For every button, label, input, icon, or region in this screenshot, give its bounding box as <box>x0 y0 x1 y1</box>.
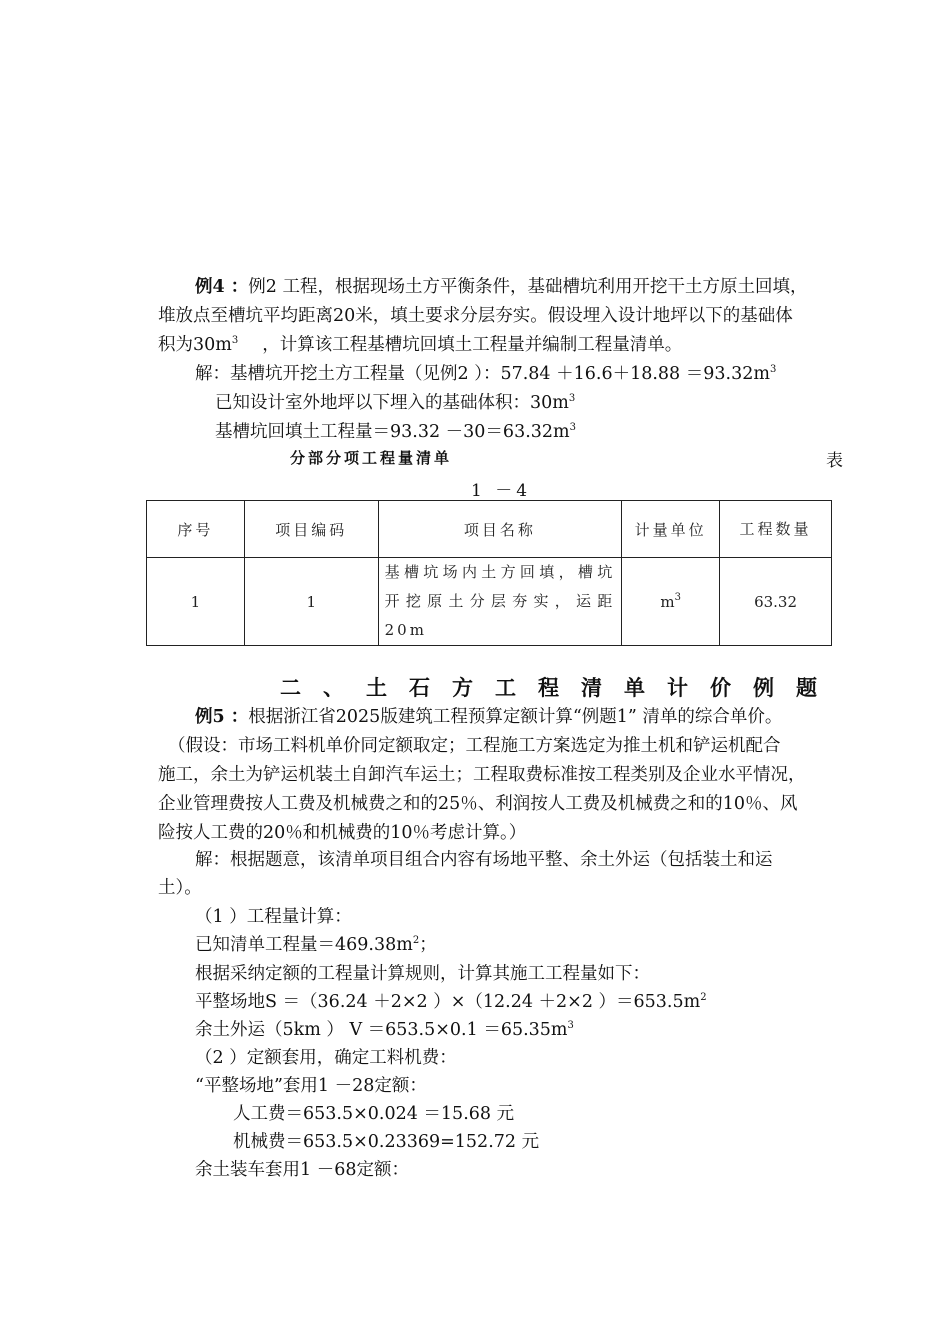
ex5-line-14: “平整场地”套用1 －28定额： <box>195 1076 427 1096</box>
ex5-text-9b: ； <box>419 935 437 955</box>
table-number: 1 －4 <box>471 481 532 501</box>
ex5-line-3: 施工，余土为铲运机装土自卸汽车运土；工程取费标准按工程类别及企业水平情况， <box>158 765 806 785</box>
ex5-line-4: 企业管理费按人工费及机械费之和的25％、利润按人工费及机械费之和的10％、风 <box>158 794 798 814</box>
ex4-text-3b: ，计算该工程基槽坑回填土工程量并编制工程量清单。 <box>262 335 683 355</box>
cell-code: 1 <box>244 558 378 646</box>
table-title: 分部分项工程量清单 <box>290 449 453 467</box>
ex5-line-1 <box>195 705 782 730</box>
header-seq: 序号 <box>147 501 245 558</box>
ex5-line-11 <box>195 990 707 1015</box>
ex4-sol1-text: 解：基槽坑开挖土方工程量（见例2 ）：57.84 ＋16.6＋18.88 ＝93.32m <box>195 364 770 384</box>
ex4-sup-3: 3 <box>231 335 239 346</box>
cell-unit <box>622 558 720 646</box>
ex5-sup-11: 2 <box>700 992 707 1003</box>
cell-unit-sup: 3 <box>674 591 681 603</box>
table-header-row <box>147 501 832 558</box>
ex5-line-17: 余土装车套用1 －68定额： <box>195 1160 409 1180</box>
ex5-sup-12: 3 <box>567 1020 574 1031</box>
ex5-label: 例5 ： <box>195 707 249 727</box>
ex4-sol2-text: 已知设计室外地坪以下埋入的基础体积：30m <box>215 393 569 413</box>
header-code: 项目编码 <box>244 501 378 558</box>
ex5-text-9a: 已知清单工程量＝469.38m <box>195 935 413 955</box>
ex5-line-13: （2 ）定额套用，确定工料机费： <box>195 1048 457 1068</box>
cell-name: 基槽坑场内土方回填，槽坑开挖原土分层夯实，运距20m <box>378 558 622 646</box>
ex5-text-1: 根据浙江省2025版建筑工程预算定额计算“例题1” 清单的综合单价。 <box>248 707 783 727</box>
ex4-solution-2 <box>215 391 575 416</box>
ex4-line-3 <box>158 333 682 358</box>
table-row <box>147 558 832 646</box>
ex5-line-6: 解：根据题意，该清单项目组合内容有场地平整、余土外运（包括装土和运 <box>195 850 773 870</box>
ex4-line-1 <box>195 275 807 300</box>
ex5-sup-9: 2 <box>412 935 420 946</box>
ex5-line-7: 土）。 <box>158 878 202 898</box>
bill-of-quantities-table <box>146 500 832 646</box>
ex4-line-2: 堆放点至槽坑平均距离20米，填土要求分层夯实。假设埋入设计地坪以下的基础体 <box>158 306 793 326</box>
ex4-text-1: 例2 工程，根据现场土方平衡条件，基础槽坑利用开挖干土方原土回填， <box>248 277 808 297</box>
ex5-line-2: （假设：市场工料机单价同定额取定；工程施工方案选定为推土机和铲运机配合 <box>168 736 781 756</box>
ex4-sol2-sup: 3 <box>568 393 576 404</box>
ex5-line-12 <box>195 1018 574 1043</box>
cell-seq: 1 <box>147 558 245 646</box>
ex5-line-5: 险按人工费的20％和机械费的10％考虑计算。） <box>158 823 527 843</box>
ex4-sol1-sup: 3 <box>769 364 777 375</box>
ex5-text-11: 平整场地S ＝（36.24 ＋2×2 ）×（12.24 ＋2×2 ）＝653.5m <box>195 992 701 1012</box>
ex4-sol3-sup: 3 <box>569 422 576 433</box>
section-title: 二、土石方工程清单计价例题 <box>280 676 839 700</box>
header-qty: 工程数量 <box>720 501 832 558</box>
ex5-line-10: 根据采纳定额的工程量计算规则，计算其施工工程量如下： <box>195 964 650 984</box>
header-name: 项目名称 <box>378 501 622 558</box>
table-label: 表 <box>826 451 843 471</box>
ex5-line-8: （1 ）工程量计算： <box>195 907 352 927</box>
ex5-text-12: 余土外运（5km ） V ＝653.5×0.1 ＝65.35m <box>195 1020 568 1040</box>
ex5-line-16: 机械费＝653.5×0.23369=152.72 元 <box>233 1132 540 1152</box>
cell-unit-text: m <box>660 592 675 611</box>
ex5-line-15: 人工费＝653.5×0.024 ＝15.68 元 <box>233 1104 515 1124</box>
ex4-label: 例4 ： <box>195 277 249 297</box>
ex4-solution-3 <box>215 420 576 445</box>
ex4-text-3a: 积为30m <box>158 335 232 355</box>
ex5-line-9 <box>195 933 437 958</box>
header-unit: 计量单位 <box>622 501 720 558</box>
cell-qty: 63.32 <box>720 558 832 646</box>
ex4-sol3-text: 基槽坑回填土工程量＝93.32 －30＝63.32m <box>215 422 570 442</box>
ex4-solution-1 <box>195 362 776 387</box>
